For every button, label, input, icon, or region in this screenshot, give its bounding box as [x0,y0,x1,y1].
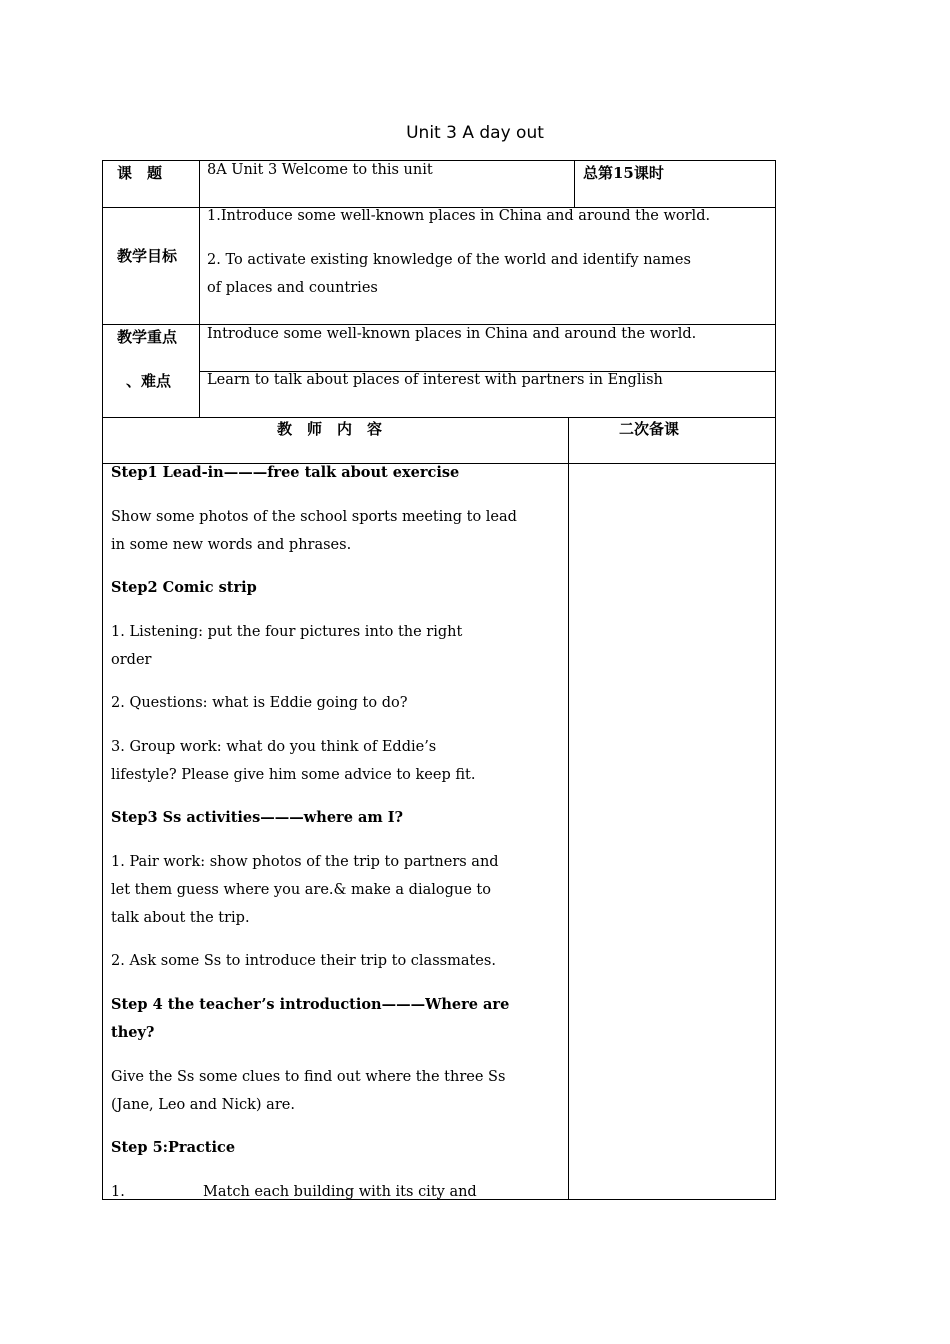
keypoints-label-line2: 、难点 [126,372,172,390]
keypoint-1: Introduce some well-known places in China and around the world. [207,326,697,342]
topic-label: 课 题 [117,164,163,182]
secondary-content-cell [568,463,776,1200]
step3-item1-line1: 1. Pair work: show photos of the trip to partners and [111,854,499,870]
step5-item1-number: 1. [111,1184,125,1200]
step4-title-line1: Step 4 the teacher’s introduction———Where are [111,996,510,1013]
step3-item1-line2: let them guess where you are.& make a dialogue to [111,882,491,898]
teacher-column-header: 教 师 内 容 [277,420,383,438]
step2-item3-line1: 3. Group work: what do you think of Eddie’s [111,739,437,755]
step2-item1-line2: order [111,652,152,668]
period-label: 总第15课时 [583,164,664,182]
step3-title: Step3 Ss activities———where am I? [111,809,404,826]
step3-item2: 2. Ask some Ss to introduce their trip to classmates. [111,953,496,969]
objectives-label: 教学目标 [117,247,178,265]
step2-item3-line2: lifestyle? Please give him some advice to keep fit. [111,767,476,783]
keypoints-label-line1: 教学重点 [117,328,178,346]
step2-item1-line1: 1. Listening: put the four pictures into the right [111,624,463,640]
objective-2-line1: 2. To activate existing knowledge of the world and identify names [207,252,691,268]
document-title: Unit 3 A day out [406,123,544,143]
step4-line2: (Jane, Leo and Nick) are. [111,1097,295,1113]
objectives-label-cell [102,207,200,325]
keypoint-2: Learn to talk about places of interest with partners in English [207,372,663,388]
step5-title: Step 5:Practice [111,1139,236,1156]
step4-title-line2: they? [111,1024,155,1041]
secondary-column-header: 二次备课 [619,420,680,438]
step5-item1-text: Match each building with its city and [203,1184,477,1200]
objective-2-line2: of places and countries [207,280,378,296]
step1-title: Step1 Lead-in———free talk about exercise [111,464,460,481]
step1-line2: in some new words and phrases. [111,537,352,553]
objective-1: 1.Introduce some well-known places in China and around the world. [207,208,711,224]
step3-item1-line3: talk about the trip. [111,910,250,926]
step2-title: Step2 Comic strip [111,579,257,596]
step2-item2: 2. Questions: what is Eddie going to do? [111,695,408,711]
topic-value: 8A Unit 3 Welcome to this unit [207,162,433,178]
step4-line1: Give the Ss some clues to find out where the three Ss [111,1069,506,1085]
step1-line1: Show some photos of the school sports meeting to lead [111,509,517,525]
